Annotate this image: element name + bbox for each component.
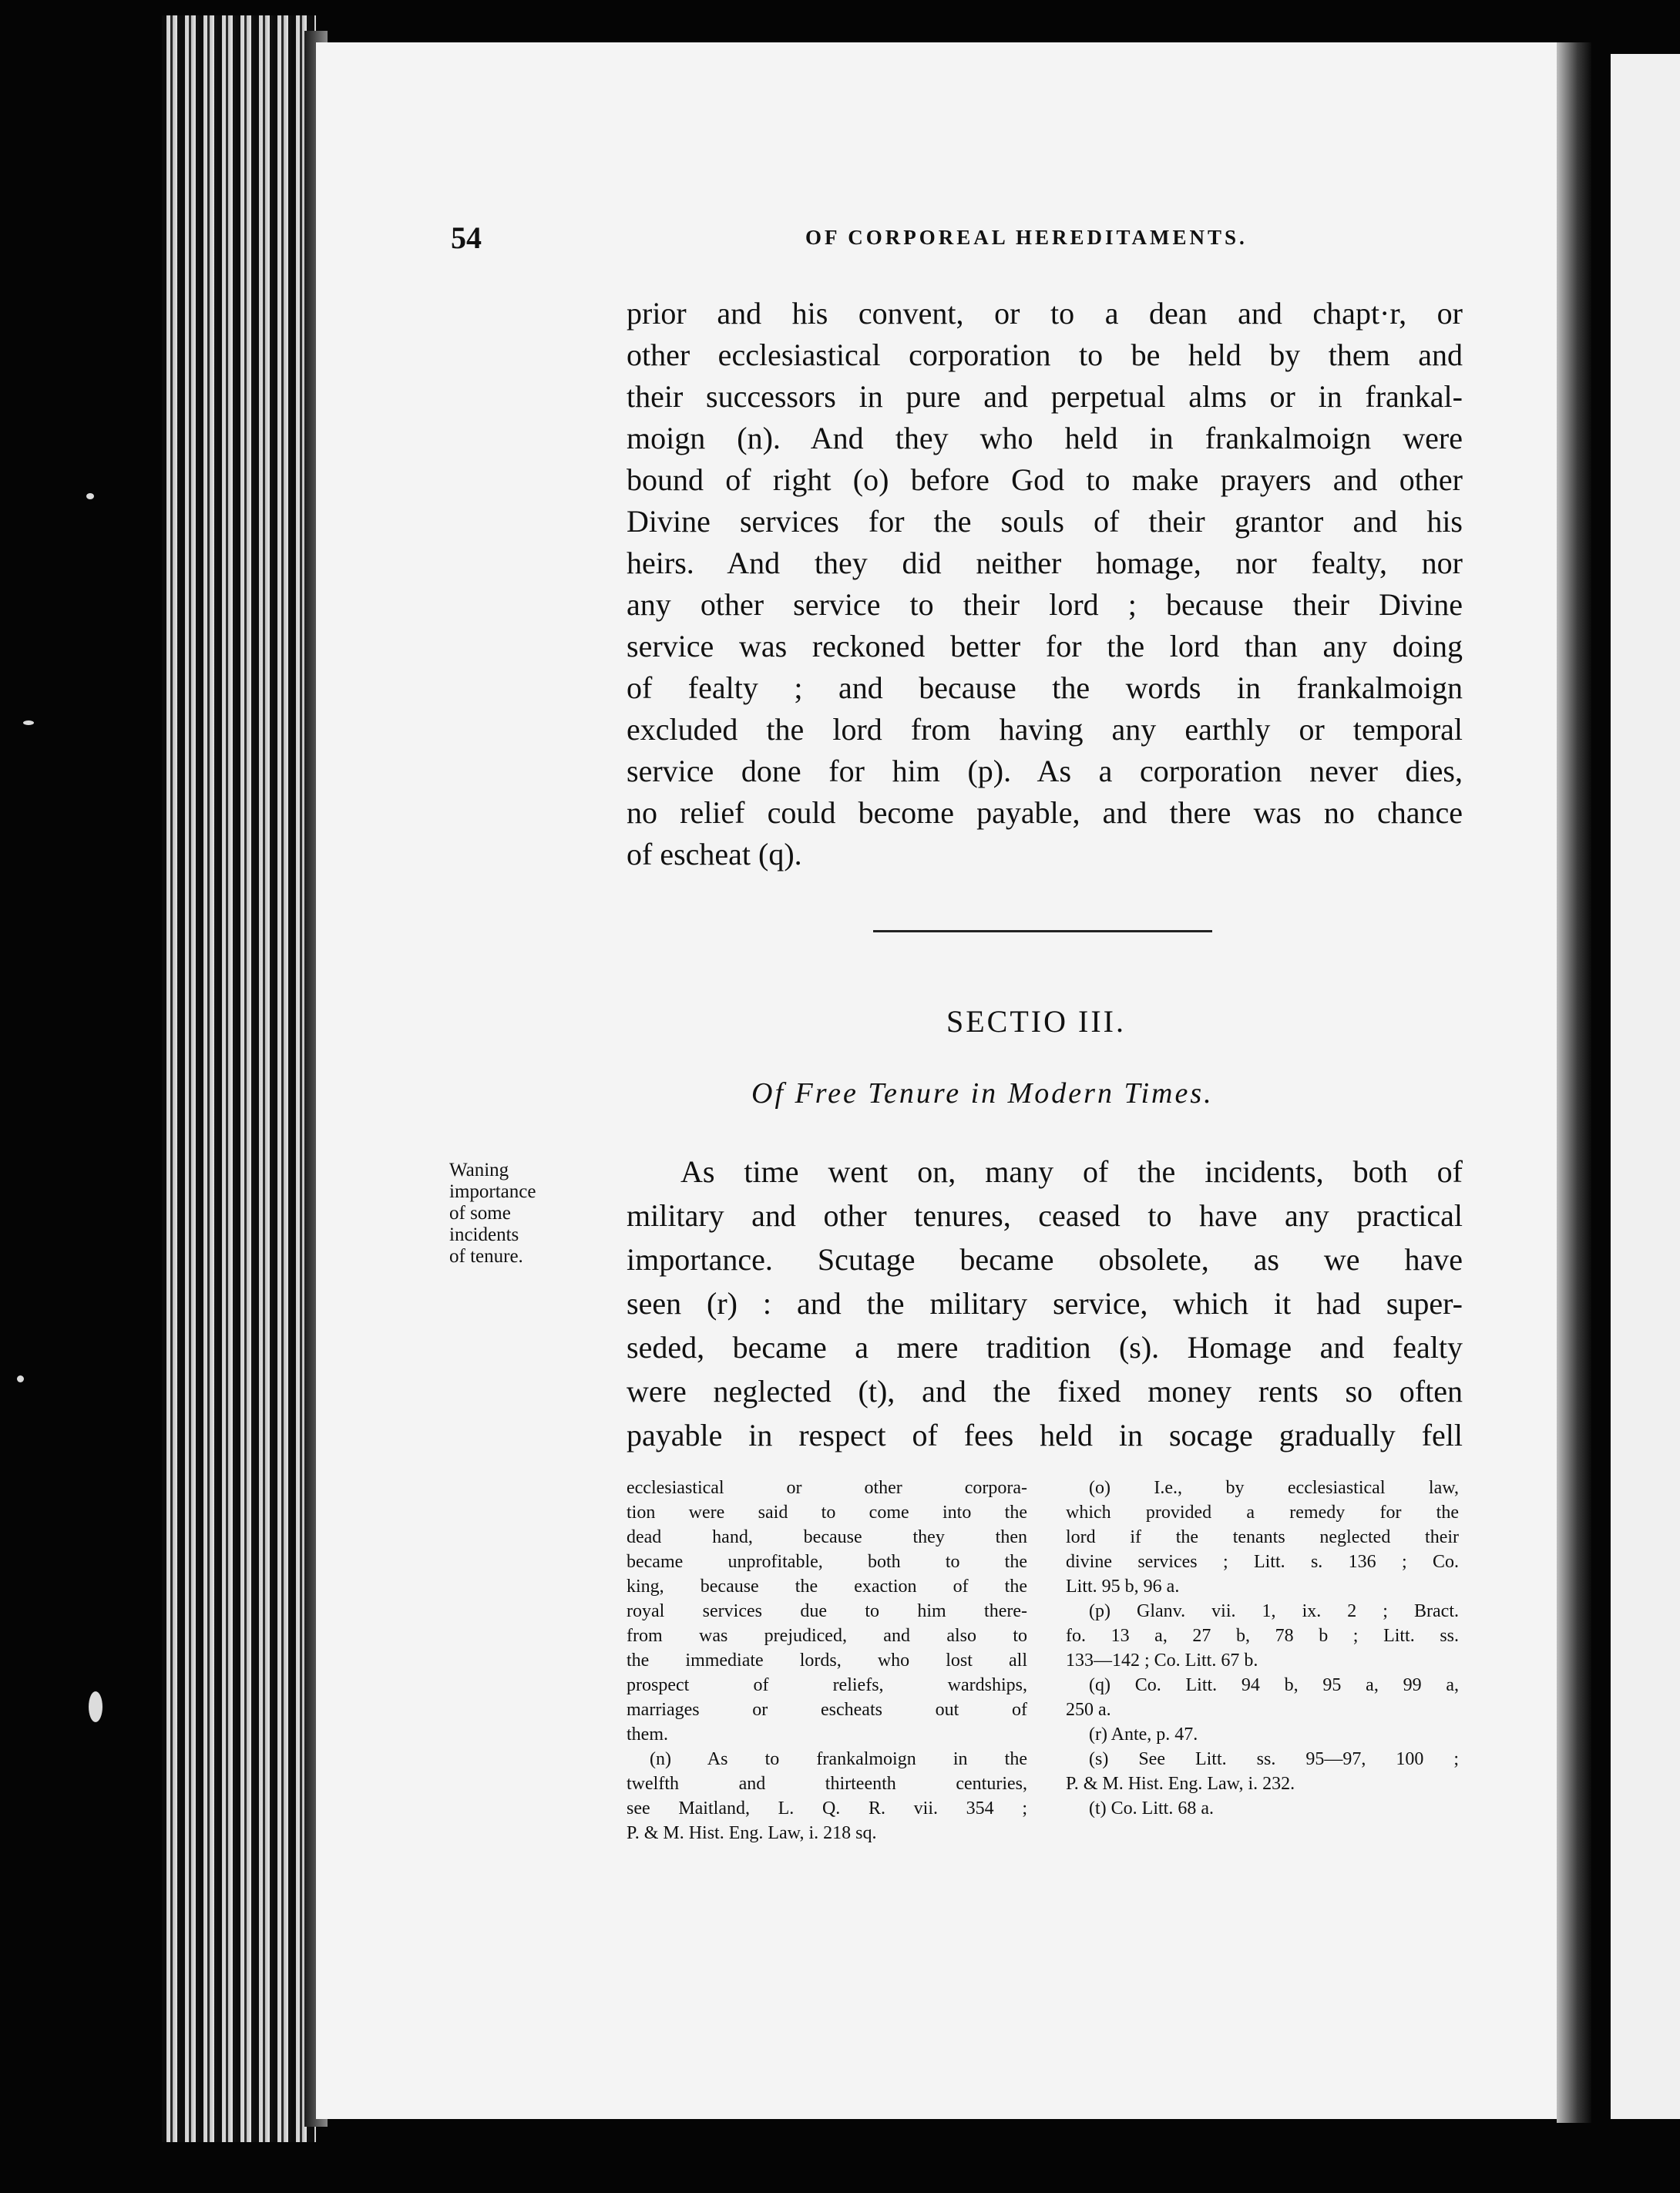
section-divider bbox=[873, 930, 1212, 932]
text-line: seen (r) : and the military service, which it had super- bbox=[627, 1286, 1463, 1321]
footnote-line: ecclesiastical or other corpora- bbox=[627, 1478, 1027, 1498]
section-subtitle: Of Free Tenure in Modern Times. bbox=[751, 1077, 1214, 1110]
footnote-line: fo. 13 a, 27 b, 78 b ; Litt. ss. bbox=[1066, 1626, 1459, 1646]
footnote-line: (s) See Litt. ss. 95—97, 100 ; bbox=[1089, 1749, 1459, 1769]
footnote-line: tion were said to come into the bbox=[627, 1503, 1027, 1523]
footnote-line: 250 a. bbox=[1066, 1700, 1111, 1720]
scan-speck bbox=[17, 1375, 24, 1382]
footnote-line: (t) Co. Litt. 68 a. bbox=[1089, 1798, 1214, 1819]
footnote-line: which provided a remedy for the bbox=[1066, 1503, 1459, 1523]
footnote-line: P. & M. Hist. Eng. Law, i. 232. bbox=[1066, 1774, 1295, 1794]
text-line: were neglected (t), and the fixed money rents so often bbox=[627, 1374, 1463, 1409]
scan-speck bbox=[89, 1691, 102, 1722]
text-line: their successors in pure and perpetual alms or in frankal- bbox=[627, 379, 1463, 414]
footnote-line: (o) I.e., by ecclesiastical law, bbox=[1089, 1478, 1459, 1498]
footnote-line: the immediate lords, who lost all bbox=[627, 1651, 1027, 1671]
margin-note-line: Waning bbox=[449, 1160, 509, 1180]
footnote-line: marriages or escheats out of bbox=[627, 1700, 1027, 1720]
text-line: service done for him (p). As a corporation never dies, bbox=[627, 754, 1463, 788]
margin-note-line: of tenure. bbox=[449, 1246, 523, 1267]
footnote-line: divine services ; Litt. s. 136 ; Co. bbox=[1066, 1552, 1459, 1572]
text-line: As time went on, many of the incidents, both of bbox=[680, 1154, 1463, 1189]
text-line: service was reckoned better for the lord than any doing bbox=[627, 629, 1463, 663]
footnote-line: prospect of reliefs, wardships, bbox=[627, 1675, 1027, 1695]
text-line: prior and his convent, or to a dean and chapt·r, or bbox=[627, 296, 1463, 331]
text-line: moign (n). And they who held in frankalmoign were bbox=[627, 421, 1463, 455]
section-heading: SECTIO III. bbox=[946, 1004, 1126, 1039]
text-line: excluded the lord from having any earthly or temporal bbox=[627, 712, 1463, 747]
text-line: no relief could become payable, and there was no chance bbox=[627, 795, 1463, 830]
footnote-line: them. bbox=[627, 1725, 668, 1745]
text-line: seded, became a mere tradition (s). Homage and fealty bbox=[627, 1330, 1463, 1365]
scan-speck bbox=[23, 720, 34, 725]
page-number: 54 bbox=[451, 220, 482, 255]
running-head: OF CORPOREAL HEREDITAMENTS. bbox=[805, 226, 1248, 249]
text-line: other ecclesiastical corporation to be held by them and bbox=[627, 338, 1463, 372]
footnote-line: became unprofitable, both to the bbox=[627, 1552, 1027, 1572]
footnote-line: P. & M. Hist. Eng. Law, i. 218 sq. bbox=[627, 1823, 877, 1843]
margin-note-line: importance bbox=[449, 1181, 536, 1202]
margin-note-line: of some bbox=[449, 1203, 511, 1224]
footnote-line: lord if the tenants neglected their bbox=[1066, 1527, 1459, 1547]
footnote-line: (p) Glanv. vii. 1, ix. 2 ; Bract. bbox=[1089, 1601, 1459, 1621]
book-edge-left bbox=[162, 15, 316, 2142]
margin-note-line: incidents bbox=[449, 1224, 519, 1245]
text-line: of fealty ; and because the words in frankalmoign bbox=[627, 670, 1463, 705]
text-line: Divine services for the souls of their grantor and his bbox=[627, 504, 1463, 539]
footnote-line: dead hand, because they then bbox=[627, 1527, 1027, 1547]
text-line: any other service to their lord ; because their Divine bbox=[627, 587, 1463, 622]
footnote-line: (r) Ante, p. 47. bbox=[1089, 1725, 1198, 1745]
text-line: bound of right (o) before God to make prayers and other bbox=[627, 462, 1463, 497]
footnote-line: 133—142 ; Co. Litt. 67 b. bbox=[1066, 1651, 1258, 1671]
margin-note bbox=[449, 1160, 603, 1268]
text-line: military and other tenures, ceased to have any practical bbox=[627, 1198, 1463, 1233]
text-line: heirs. And they did neither homage, nor fealty, nor bbox=[627, 546, 1463, 580]
footnote-line: (q) Co. Litt. 94 b, 95 a, 99 a, bbox=[1089, 1675, 1459, 1695]
footnote-line: king, because the exaction of the bbox=[627, 1577, 1027, 1597]
footnote-line: (n) As to frankalmoign in the bbox=[650, 1749, 1027, 1769]
text-line: of escheat (q). bbox=[627, 837, 802, 871]
footnote-line: royal services due to him there- bbox=[627, 1601, 1027, 1621]
footnote-line: see Maitland, L. Q. R. vii. 354 ; bbox=[627, 1798, 1027, 1819]
footnote-line: from was prejudiced, and also to bbox=[627, 1626, 1027, 1646]
book-edge-right bbox=[1557, 42, 1591, 2123]
text-line: importance. Scutage became obsolete, as we have bbox=[627, 1242, 1463, 1277]
footnote-line: Litt. 95 b, 96 a. bbox=[1066, 1577, 1180, 1597]
footnote-line: twelfth and thirteenth centuries, bbox=[627, 1774, 1027, 1794]
scan-speck bbox=[86, 493, 94, 499]
text-line: payable in respect of fees held in socage gradually fell bbox=[627, 1418, 1463, 1452]
next-page-sliver bbox=[1611, 54, 1680, 2119]
